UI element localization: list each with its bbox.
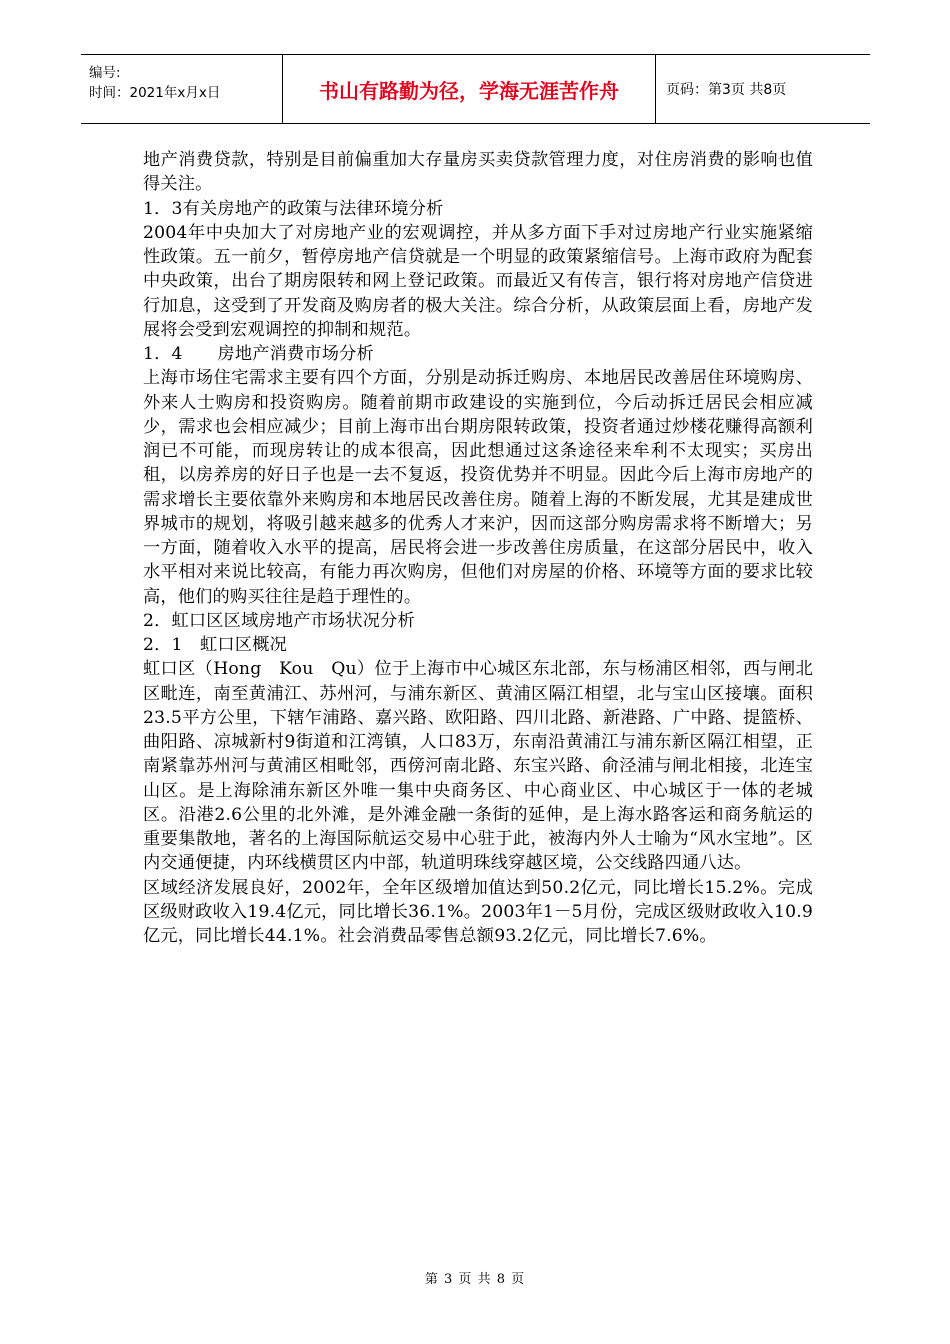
paragraph: 地产消费贷款，特别是目前偏重加大存量房买卖贷款管理力度，对住房消费的影响也值得关注。	[143, 150, 813, 195]
document-body	[143, 148, 813, 948]
section-heading: 1．4 房地产消费市场分析	[143, 344, 374, 364]
section-heading: 1．3有关房地产的政策与法律环境分析	[143, 198, 444, 219]
paragraph: 区域经济发展良好，2002年，全年区级增加值达到50.2亿元，同比增长15.2%。完成区级财政收入19.4亿元，同比增长36.1%。2003年1－5月份，完成区级财政收入10.9亿元，同比增长44.1%。社会消费品零售总额93.2亿元，同比增长7.6%。	[143, 877, 814, 946]
section-heading: 2．1 虹口区概况	[143, 635, 287, 655]
document-number-label: 编号:	[89, 65, 121, 81]
page-footer: 第 3 页 共 8 页	[424, 1272, 526, 1287]
header-page-info: 页码：第3页 共8页	[666, 82, 787, 98]
paragraph: 上海市场住宅需求主要有四个方面，分别是动拆迁购房、本地居民改善居住环境购房、外来人士购房和投资购房。随着前期市政建设的实施到位，今后动拆迁居民会相应减少，需求也会相应减少；目前上海市出台期房限转政策，投资者通过炒楼花赚得高额利润已不可能，而现房转让的成本很高，因此想通过这条途径来牟利不太现实；买房出租，以房养房的好日子也是一去不复返，投资优势并不明显。因此今后上海市房地产的需求增长主要依靠外来购房和本地居民改善住房。随着上海的不断发展，尤其是建成世界城市的规划，将吸引越来越多的优秀人才来沪，因而这部分购房需求将不断增大；另一方面，随着收入水平的提高，居民将会进一步改善住房质量，在这部分居民中，收入水平相对来说比较高，有能力再次购房，但他们对房屋的价格、环境等方面的要求比较高，他们的购买往往是趋于理性的。	[143, 368, 813, 607]
paragraph: 2004年中央加大了对房地产业的宏观调控，并从多方面下手对过房地产行业实施紧缩性政策。五一前夕，暂停房地产信贷就是一个明显的政策紧缩信号。上海市政府为配套中央政策，出台了期房限转和网上登记政策。而最近又有传言，银行将对房地产信贷进行加息，这受到了开发商及购房者的极大关注。综合分析，从政策层面上看，房地产发展将会受到宏观调控的抑制和规范。	[143, 222, 813, 340]
paragraph: 虹口区（Hong Kou Qu）位于上海市中心城区东北部，东与杨浦区相邻，西与闸北区毗连，南至黄浦江、苏州河，与浦东新区、黄浦区隔江相望，北与宝山区接壤。面积23.5平方公里，下辖乍浦路、嘉兴路、欧阳路、四川北路、新港路、广中路、提篮桥、曲阳路、凉城新村9街道和江湾镇，人口83万，东南沿黄浦江与浦东新区隔江相望，正南紧靠苏州河与黄浦区相毗邻，西傍河南北路、东宝兴路、俞泾浦与闸北相接，北连宝山区。是上海除浦东新区外唯一集中央商务区、中心商业区、中心城区于一体的老城区。沿港2.6公里的北外滩，是外滩金融一条街的延伸，是上海水路客运和商务航运的重要集散地，著名的上海国际航运交易中心驻于此，被海内外人士喻为“风水宝地”。区内交通便捷，内环线横贯区内中部，轨道明珠线穿越区境，公交线路四通八达。	[143, 659, 813, 874]
header-meta	[81, 55, 283, 123]
document-date: 时间：2021年x月x日	[89, 85, 221, 101]
header-motto: 书山有路勤为径，学海无涯苦作舟	[283, 55, 656, 123]
section-heading: 2．虹口区区域房地产市场状况分析	[143, 610, 415, 631]
page-header	[81, 54, 870, 124]
